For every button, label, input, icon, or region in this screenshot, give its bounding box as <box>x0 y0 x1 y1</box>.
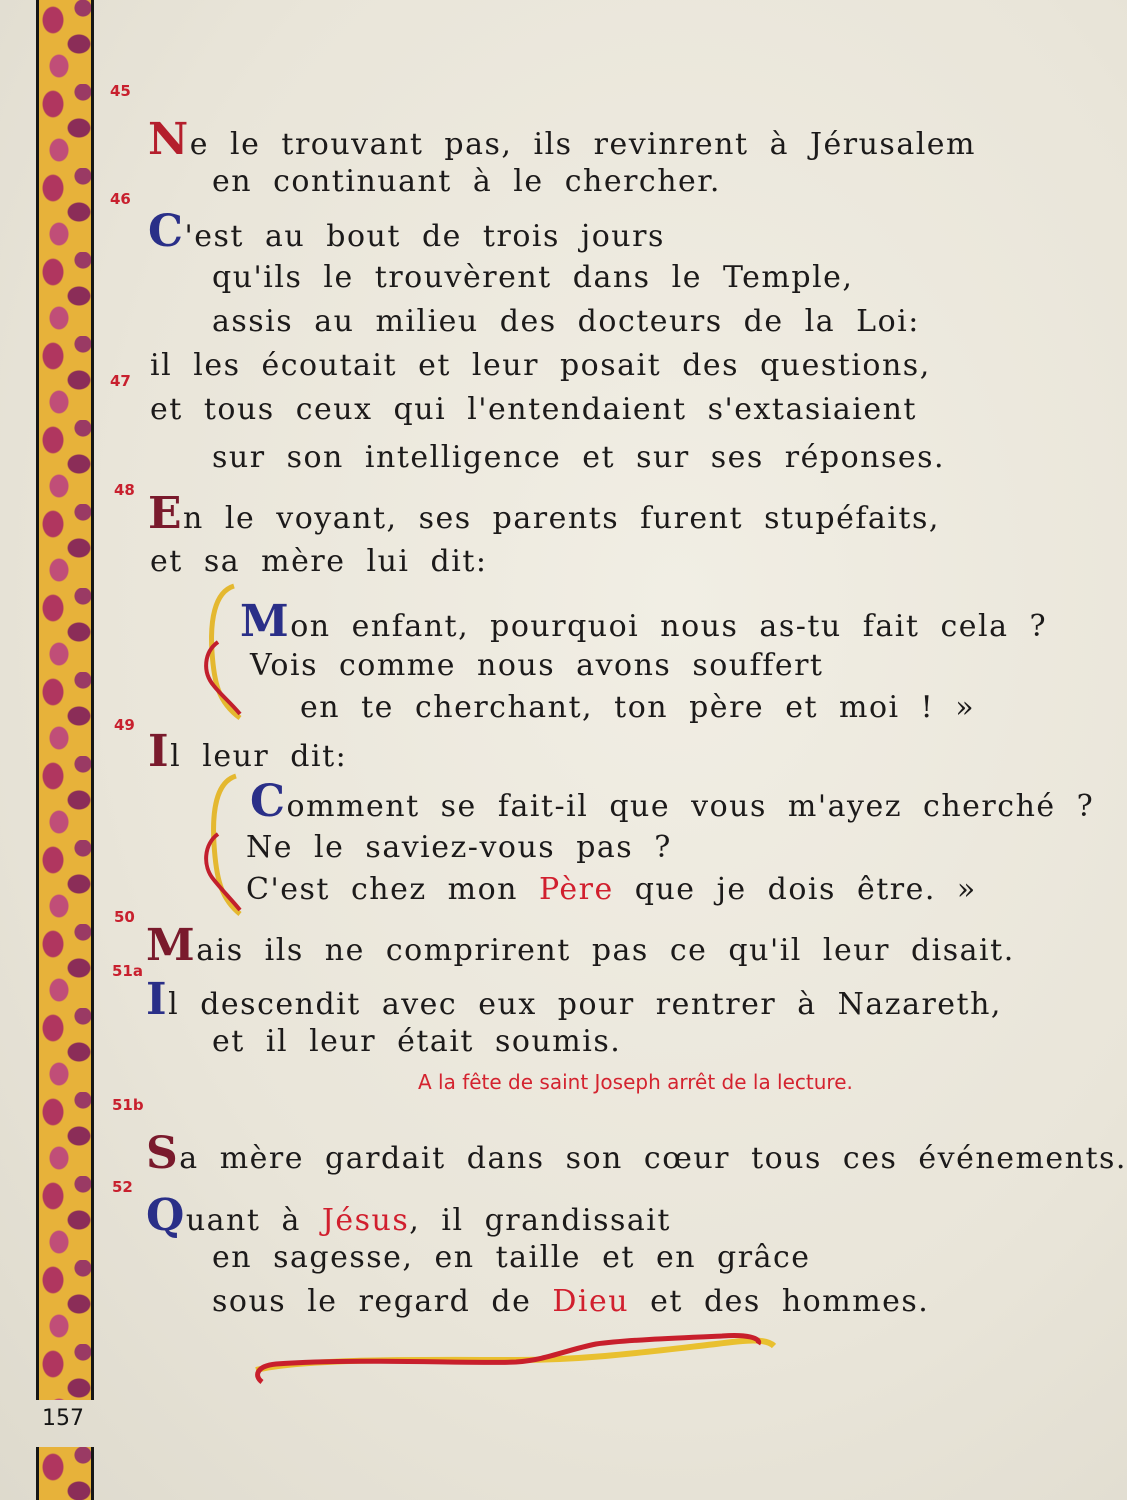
text-line: sur son intelligence et sur ses réponses. <box>212 440 946 475</box>
verse-number: 51a <box>112 962 143 980</box>
line-text: a mère gardait dans son cœur tous ces événements. <box>179 1141 1127 1176</box>
text-line <box>148 488 940 539</box>
line-text: uant à <box>185 1203 322 1238</box>
text-line <box>250 776 1095 827</box>
illuminated-border <box>36 0 94 1400</box>
line-text: C'est chez mon <box>246 872 540 907</box>
drop-initial: M <box>146 920 197 971</box>
text-line <box>240 596 1048 647</box>
drop-initial: S <box>146 1128 180 1179</box>
text-line <box>212 1284 929 1320</box>
text-line: Ne le saviez-vous pas ? <box>246 830 672 865</box>
verse-number: 52 <box>112 1178 133 1196</box>
text-line: assis au milieu des docteurs de la Loi: <box>212 304 920 339</box>
drop-initial: N <box>148 114 190 165</box>
line-text: e le trouvant pas, ils revinrent à Jérusalem <box>189 127 977 162</box>
drop-initial: C <box>250 776 287 827</box>
quote-bracket <box>196 772 246 918</box>
line-text: l leur dit: <box>170 739 348 774</box>
line-text: et des hommes. <box>629 1284 930 1319</box>
closing-flourish <box>246 1330 786 1390</box>
text-line: en te cherchant, ton père et moi ! » <box>300 690 976 725</box>
rubric-note: A la fête de saint Joseph arrêt de la lecture. <box>418 1070 853 1094</box>
page-number: 157 <box>42 1406 84 1431</box>
line-text: que je dois être. » <box>613 872 977 907</box>
verse-number: 49 <box>114 716 135 734</box>
verse-number: 46 <box>110 190 131 208</box>
drop-initial: C <box>148 206 185 257</box>
verse-number: 51b <box>112 1096 144 1114</box>
verse-number: 50 <box>114 908 135 926</box>
text-line <box>148 726 348 777</box>
text-line <box>148 114 977 165</box>
text-line: et sa mère lui dit: <box>150 544 488 579</box>
line-text: omment se fait-il que vous m'ayez cherché ? <box>286 789 1095 824</box>
text-line <box>148 206 665 257</box>
divine-name: Père <box>539 872 614 907</box>
quote-bracket <box>196 582 246 722</box>
text-line: il les écoutait et leur posait des questions, <box>150 348 931 383</box>
text-line: Vois comme nous avons souffert <box>250 648 824 683</box>
drop-initial: M <box>240 596 291 647</box>
text-line: et tous ceux qui l'entendaient s'extasiaient <box>150 392 917 427</box>
line-text: l descendit avec eux pour rentrer à Nazareth, <box>168 987 1002 1022</box>
text-line: qu'ils le trouvèrent dans le Temple, <box>212 260 854 295</box>
divine-name: Jésus <box>321 1203 410 1238</box>
drop-initial: Q <box>146 1190 186 1241</box>
text-line: et il leur était soumis. <box>212 1024 622 1059</box>
verse-number: 47 <box>110 372 131 390</box>
text-line: en continuant à le chercher. <box>212 164 721 199</box>
drop-initial: E <box>148 488 184 539</box>
line-text: on enfant, pourquoi nous as-tu fait cela ? <box>290 609 1048 644</box>
text-line <box>146 1190 671 1241</box>
illuminated-border-bottom <box>36 1447 94 1500</box>
line-text: ais ils ne comprirent pas ce qu'il leur disait. <box>196 933 1015 968</box>
verse-number: 45 <box>110 82 131 100</box>
drop-initial: I <box>148 726 171 777</box>
text-line <box>246 872 977 908</box>
text-line <box>146 1128 1127 1179</box>
drop-initial: I <box>146 974 169 1025</box>
divine-name: Dieu <box>552 1284 630 1319</box>
line-text: n le voyant, ses parents furent stupéfaits, <box>183 501 940 536</box>
text-line <box>146 974 1002 1025</box>
text-line: en sagesse, en taille et en grâce <box>212 1240 811 1275</box>
line-text: 'est au bout de trois jours <box>184 219 665 254</box>
verse-number: 48 <box>114 481 135 499</box>
text-line <box>146 920 1015 971</box>
line-text: , il grandissait <box>409 1203 671 1238</box>
line-text: sous le regard de <box>212 1284 553 1319</box>
